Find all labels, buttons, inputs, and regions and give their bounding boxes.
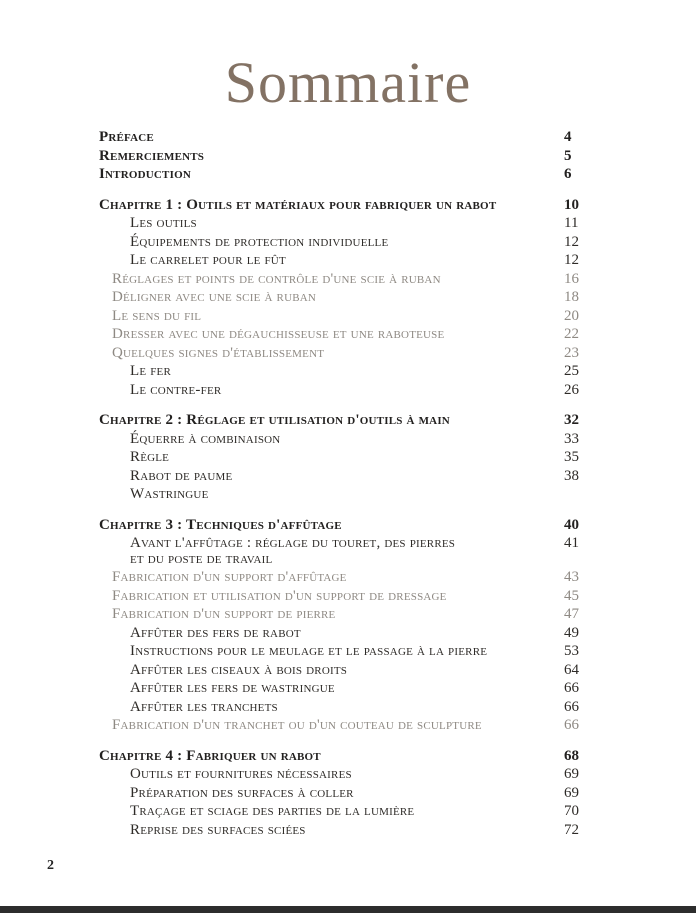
toc-row-label: Affûter les ciseaux à bois droits: [130, 661, 348, 678]
toc-row: [99, 802, 598, 821]
toc-row-label: Reprise des surfaces sciées: [130, 821, 306, 838]
toc-row: [99, 196, 598, 215]
toc-section-chapter-4: [99, 747, 598, 840]
toc-row-page-number: 18: [564, 289, 579, 305]
toc-row-label: Wastringue: [130, 486, 209, 502]
toc-row-label: Quelques signes d'établissement: [112, 344, 325, 361]
toc-row-page-number: 26: [564, 381, 579, 398]
toc-row: [99, 128, 598, 147]
toc-row-label: Remerciements: [99, 147, 205, 164]
toc-row-label: Préface: [99, 129, 154, 145]
toc-row-label: Équerre à combinaison: [130, 430, 281, 447]
toc-row: [99, 642, 598, 661]
toc-row: [99, 288, 598, 307]
toc-row: [99, 605, 598, 624]
toc-row-label: Dresser avec une dégauchisseuse et une raboteuse: [112, 326, 445, 342]
toc-row-label: Rabot de paume: [130, 467, 233, 484]
toc-row-label: Le carrelet pour le fût: [130, 252, 286, 268]
toc-row-page-number: 53: [564, 643, 579, 659]
toc-row-page-number: 68: [564, 747, 579, 764]
toc-row-page-number: 40: [564, 516, 579, 533]
toc-row-label: Fabrication d'un tranchet ou d'un couteau de sculpture: [112, 717, 482, 733]
toc-row: [99, 344, 598, 363]
toc-row-label: Traçage et sciage des parties de la lumière: [130, 803, 415, 819]
toc-row-label: Avant l'affûtage : réglage du touret, des pierres et du poste de travail: [130, 535, 456, 567]
toc-row-label: Le fer: [130, 363, 172, 379]
toc-row-page-number: 70: [564, 803, 579, 819]
toc-row-label: Le sens du fil: [112, 307, 202, 324]
page-title: Sommaire: [224, 50, 472, 115]
toc-row: [99, 784, 598, 803]
folio-page-number: 2: [47, 858, 54, 873]
toc-row-label: Instructions pour le meulage et le passage à la pierre: [130, 643, 488, 659]
toc-row-label: Introduction: [99, 166, 191, 182]
toc-row: [99, 679, 598, 698]
toc-row: [99, 362, 598, 381]
toc-row: [99, 233, 598, 252]
toc-row: [99, 821, 598, 840]
toc-row: [99, 485, 598, 504]
toc-row: [99, 251, 598, 270]
toc-row-label: Chapitre 2 : Réglage et utilisation d'outils à main: [99, 412, 450, 428]
toc-row: [99, 325, 598, 344]
toc-section-front-matter: [99, 128, 598, 184]
toc-row: [99, 165, 598, 184]
toc-row-label: Outils et fournitures nécessaires: [130, 766, 352, 782]
toc-row-label: Affûter des fers de rabot: [130, 624, 301, 641]
toc-row: [99, 765, 598, 784]
toc-section-chapter-2: [99, 411, 598, 504]
toc-row-label: Fabrication d'un support d'affûtage: [112, 569, 347, 585]
toc-row: [99, 381, 598, 400]
toc-row-page-number: 35: [564, 449, 579, 465]
toc-row-label: Réglages et points de contrôle d'une scie à ruban: [112, 270, 441, 287]
toc-row-page-number: 25: [564, 363, 579, 379]
toc-row: [99, 716, 598, 735]
toc-row: [99, 698, 598, 717]
toc-row-page-number: 69: [564, 766, 579, 782]
toc-row-page-number: 12: [564, 233, 579, 250]
toc-row-page-number: 72: [564, 821, 579, 838]
toc-row-label: Les outils: [130, 215, 197, 231]
toc-row-page-number: 38: [564, 467, 579, 484]
toc-row: [99, 467, 598, 486]
toc-row-label: Chapitre 1 : Outils et matériaux pour fabriquer un rabot: [99, 196, 497, 213]
toc-row-page-number: 69: [564, 784, 579, 801]
toc-row-label: Déligner avec une scie à ruban: [112, 289, 317, 305]
toc-row-page-number: 47: [564, 606, 579, 622]
toc-row-page-number: 43: [564, 569, 579, 585]
toc-row-label: Le contre-fer: [130, 381, 222, 398]
toc-row-label: Chapitre 3 : Techniques d'affûtage: [99, 516, 342, 533]
toc-row-label: Fabrication et utilisation d'un support de dressage: [112, 587, 447, 604]
table-of-contents: [99, 128, 598, 839]
toc-row: [99, 307, 598, 326]
toc-row-page-number: 33: [564, 430, 579, 447]
toc-row: [99, 430, 598, 449]
toc-row: [99, 587, 598, 606]
toc-row-page-number: 66: [564, 680, 579, 696]
toc-row: [99, 516, 598, 535]
toc-row: [99, 270, 598, 289]
toc-section-chapter-1: [99, 196, 598, 400]
toc-row-page-number: 64: [564, 661, 579, 678]
toc-row-page-number: 20: [564, 307, 579, 324]
toc-row-label: Fabrication d'un support de pierre: [112, 606, 336, 622]
toc-row: [99, 448, 598, 467]
toc-row: [99, 747, 598, 766]
toc-row-page-number: 10: [564, 196, 579, 213]
toc-row: [99, 214, 598, 233]
toc-row-label: Préparation des surfaces à coller: [130, 784, 354, 801]
toc-row-page-number: 5: [564, 147, 572, 164]
toc-row-page-number: 66: [564, 717, 579, 733]
toc-row: [99, 568, 598, 587]
toc-row-page-number: 6: [564, 166, 572, 182]
toc-row-label: Affûter les fers de wastringue: [130, 680, 335, 696]
toc-row-page-number: 45: [564, 587, 579, 604]
toc-row: [99, 624, 598, 643]
toc-section-chapter-3: [99, 516, 598, 735]
toc-row-page-number: 41: [564, 535, 579, 551]
toc-row-page-number: 4: [564, 129, 572, 145]
toc-row-page-number: 11: [564, 215, 579, 231]
toc-row-label: Équipements de protection individuelle: [130, 233, 389, 250]
toc-row-label-line2: et du poste de travail: [130, 550, 273, 567]
toc-row-label: Affûter les tranchets: [130, 698, 278, 715]
toc-row-page-number: 16: [564, 270, 579, 287]
toc-row: [99, 411, 598, 430]
toc-row-page-number: 12: [564, 252, 579, 268]
toc-row-label: Règle: [130, 449, 170, 465]
toc-row-page-number: 49: [564, 624, 579, 641]
toc-row: [99, 661, 598, 680]
toc-row-label: Chapitre 4 : Fabriquer un rabot: [99, 747, 321, 764]
toc-row-page-number: 66: [564, 698, 579, 715]
toc-row-page-number: 22: [564, 326, 579, 342]
toc-row-page-number: 32: [564, 412, 579, 428]
toc-row: [99, 534, 598, 568]
page-bottom-edge: [0, 906, 696, 913]
toc-row: [99, 147, 598, 166]
toc-row-page-number: 23: [564, 344, 579, 361]
